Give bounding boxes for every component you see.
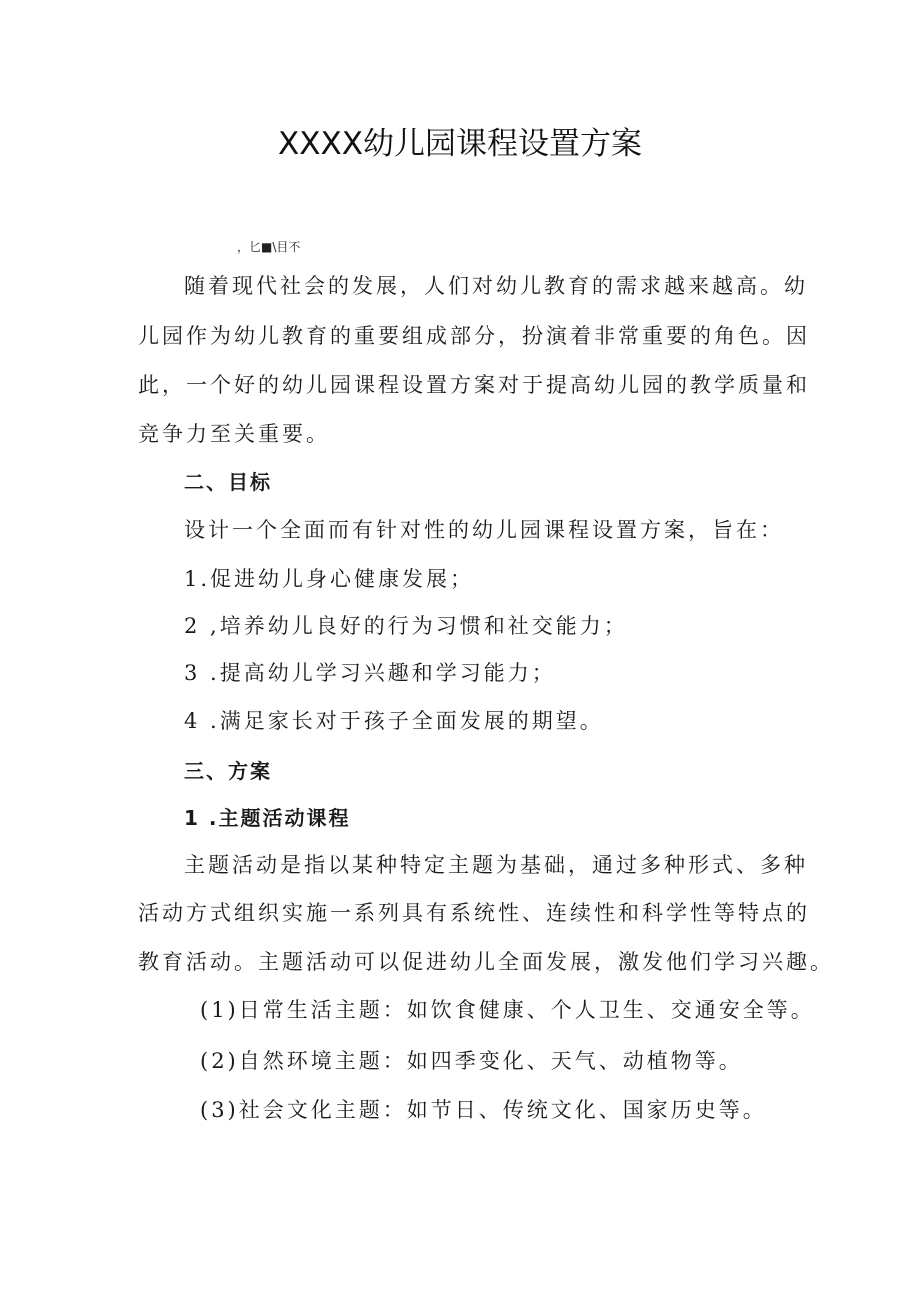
intro-line: 儿园作为幼儿教育的重要组成部分，扮演着非常重要的角色。因 [138,324,810,348]
section3-heading: 三、方案 [184,759,272,783]
theme-item: (2)自然环境主题：如四季变化、天气、动植物等。 [200,1049,743,1073]
section1-heading: ，匕■\目不 [237,240,301,254]
intro-line: 此，一个好的幼儿园课程设置方案对于提高幼儿园的教学质量和 [138,373,810,397]
theme-line: 主题活动是指以某种特定主题为基础，通过多种形式、多种 [184,853,808,877]
theme-line: 教育活动。主题活动可以促进幼儿全面发展，激发他们学习兴趣。 [138,950,834,974]
goals-intro: 设计一个全面而有针对性的幼儿园课程设置方案，旨在： [184,518,784,542]
goal-item: 3 .提高幼儿学习兴趣和学习能力； [184,661,556,685]
theme-item: (3)社会文化主题：如节日、传统文化、国家历史等。 [200,1098,767,1122]
theme-item: (1)日常生活主题：如饮食健康、个人卫生、交通安全等。 [200,998,815,1022]
goal-item: 4 .满足家长对于孩子全面发展的期望。 [184,709,604,733]
subsection1-heading: 1 .主题活动课程 [184,806,351,830]
intro-line: 随着现代社会的发展，人们对幼儿教育的需求越来越高。幼 [184,274,808,298]
section2-heading: 二、目标 [184,470,272,494]
goal-item: 2 ,培养幼儿良好的行为习惯和社交能力； [184,614,628,638]
theme-line: 活动方式组织实施一系列具有系统性、连续性和科学性等特点的 [138,901,810,925]
goal-item: 1.促进幼儿身心健康发展； [184,567,475,591]
document-title: XXXX幼儿园课程设置方案 [278,126,642,162]
intro-line: 竞争力至关重要。 [138,422,330,446]
